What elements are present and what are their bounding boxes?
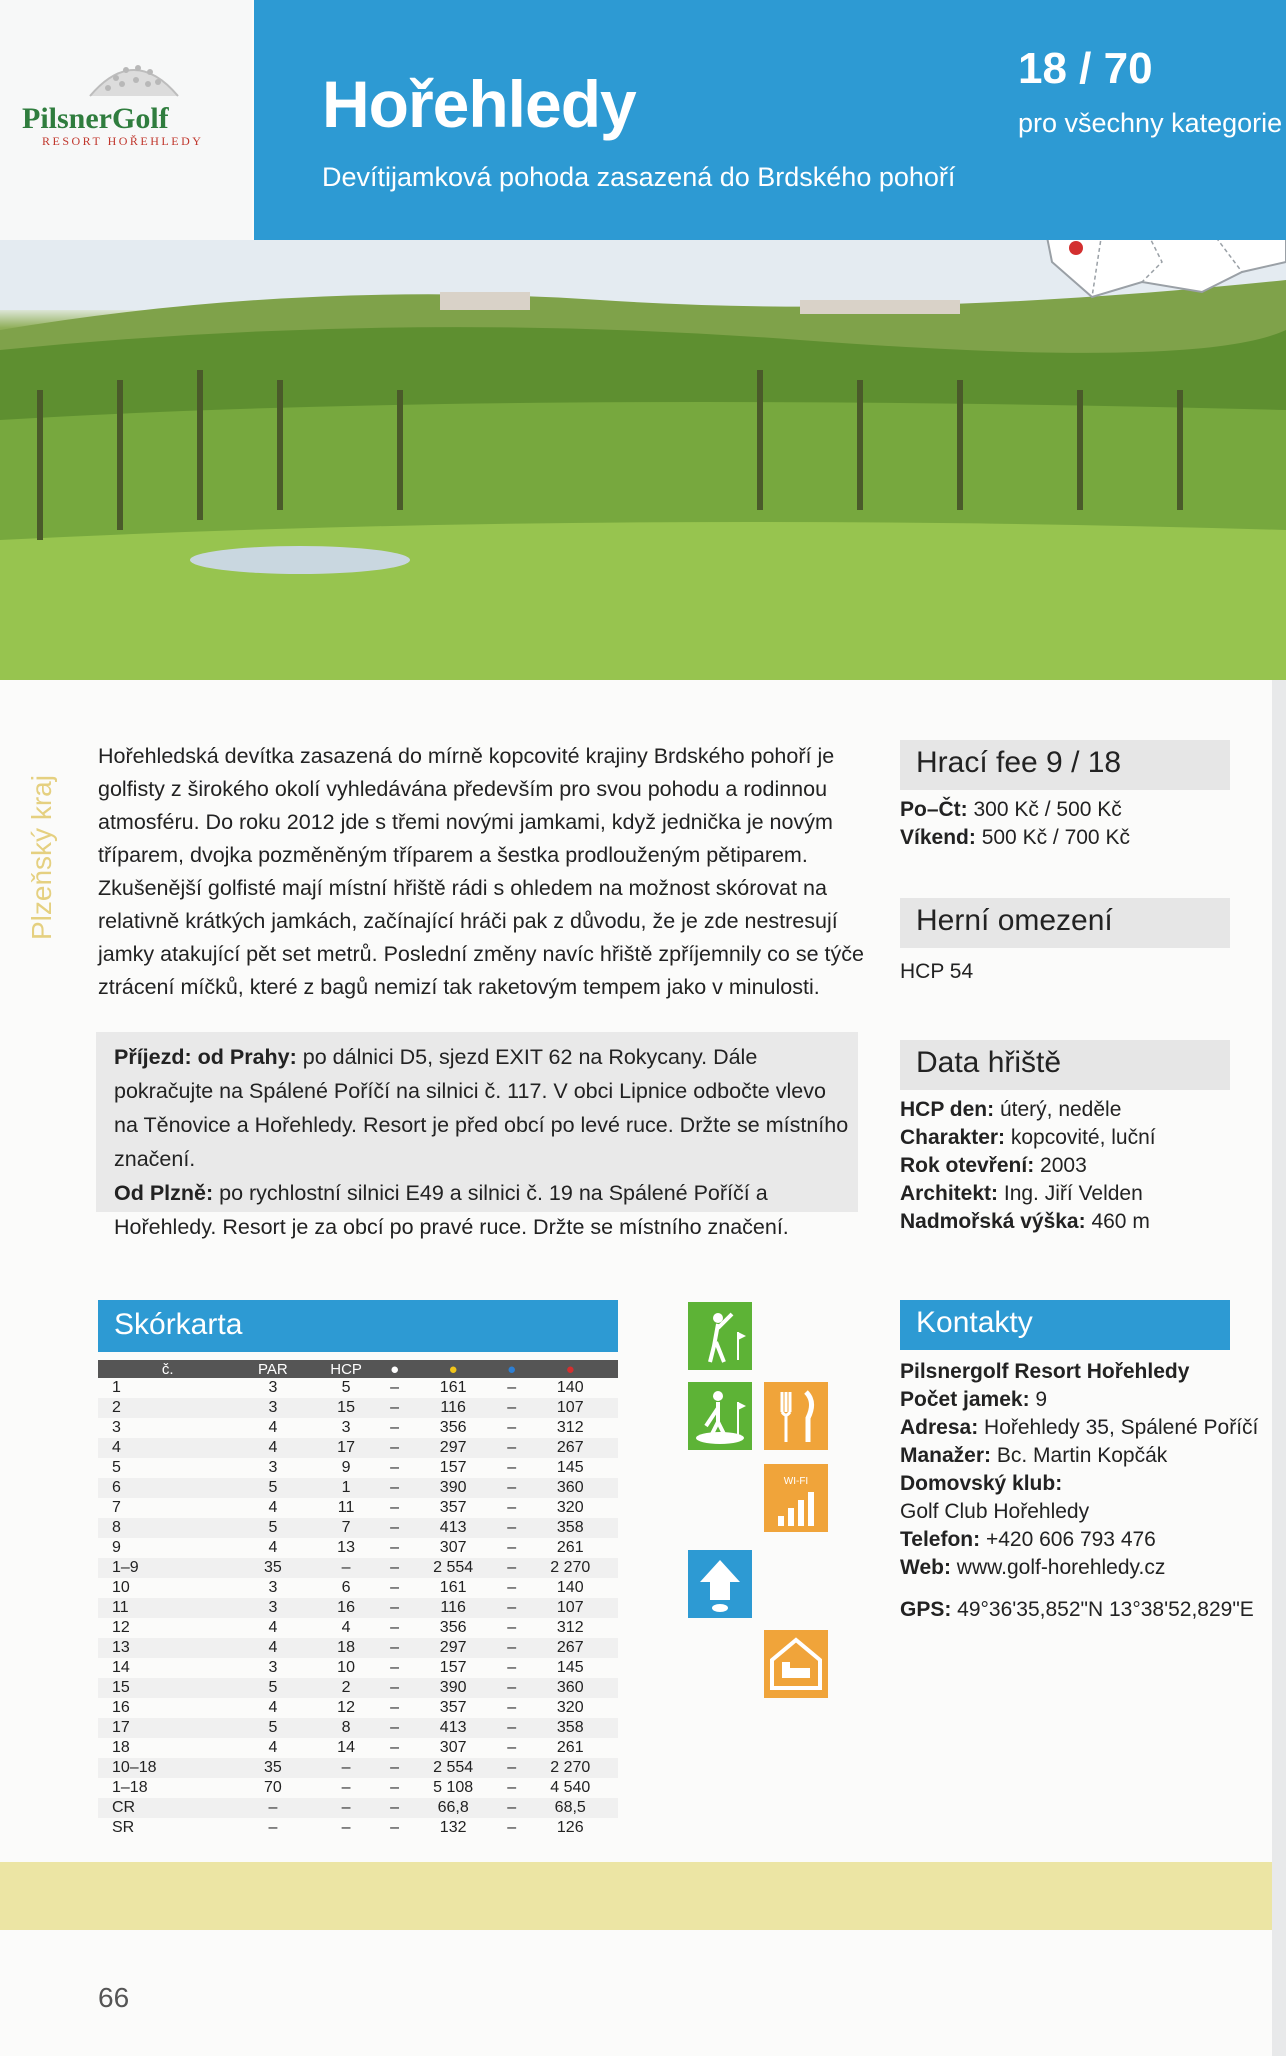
table-row	[98, 1638, 618, 1658]
table-cell: –	[501, 1518, 523, 1538]
table-cell: 2 554	[405, 1758, 500, 1778]
table-cell: 267	[522, 1438, 618, 1458]
table-cell: 4	[268, 1739, 278, 1756]
scorecard-col-header: ●	[405, 1360, 500, 1378]
table-row	[98, 1778, 618, 1798]
ranking-label: pro všechny kategorie	[1018, 108, 1283, 138]
table-cell: 5	[237, 1478, 308, 1498]
scorecard-col-header: HCP	[308, 1360, 384, 1378]
table-row	[98, 1618, 618, 1638]
wifi-label: WI-FI	[783, 1476, 809, 1487]
table-cell: –	[501, 1638, 523, 1658]
table-cell: –	[501, 1718, 523, 1738]
club-label: Domovský klub:	[900, 1472, 1063, 1495]
table-cell: 358	[522, 1718, 618, 1738]
fee-text	[900, 796, 1280, 852]
arrival-label-plzen: Od Plzně:	[114, 1181, 214, 1205]
table-cell: 261	[556, 1539, 584, 1556]
czech-map-icon	[1022, 240, 1286, 302]
table-cell: 16	[112, 1699, 130, 1716]
table-cell: 2 270	[522, 1758, 618, 1778]
scorecard-col-header: ●	[501, 1360, 523, 1378]
table-cell: –	[507, 1379, 517, 1396]
table-cell: –	[501, 1478, 523, 1498]
table-cell: 8	[308, 1718, 384, 1738]
table-cell: –	[507, 1579, 517, 1596]
table-cell: 5 108	[433, 1779, 474, 1796]
table-cell: 6	[341, 1579, 351, 1596]
table-cell: 145	[556, 1659, 584, 1676]
table-cell: –	[390, 1819, 400, 1836]
table-cell: 161	[439, 1579, 467, 1596]
table-cell: 3	[268, 1459, 278, 1476]
scorecard-body	[98, 1378, 618, 1838]
scorecard-table	[98, 1360, 618, 1838]
table-cell: –	[384, 1438, 406, 1458]
table-cell: 4 540	[550, 1779, 591, 1796]
fee-weekday-value: 300 Kč / 500 Kč	[967, 798, 1122, 821]
web-link[interactable]: www.golf-horehledy.cz	[950, 1556, 1166, 1579]
table-cell: –	[390, 1779, 400, 1796]
table-row	[98, 1558, 618, 1578]
pro-shop-icon	[688, 1550, 752, 1618]
table-cell: 7	[308, 1518, 384, 1538]
table-cell: 360	[522, 1678, 618, 1698]
scorecard-col-header: ●	[522, 1360, 618, 1378]
table-cell: 413	[405, 1518, 500, 1538]
table-cell: 6	[98, 1478, 237, 1498]
table-cell: 17	[308, 1438, 384, 1458]
bottom-band	[0, 1862, 1272, 1930]
table-cell: 12	[112, 1619, 130, 1636]
table-cell: –	[507, 1499, 517, 1516]
character-value: kopcovité, luční	[1005, 1126, 1156, 1149]
table-row	[98, 1578, 618, 1598]
logo-name: PilsnerGolf	[22, 102, 169, 135]
hcp-day-label: HCP den:	[900, 1098, 995, 1121]
table-cell: –	[384, 1478, 406, 1498]
table-cell: 12	[337, 1699, 355, 1716]
table-cell: 5	[237, 1718, 308, 1738]
restaurant-icon	[764, 1382, 828, 1450]
table-cell: 10–18	[98, 1758, 237, 1778]
table-cell: 4	[98, 1438, 237, 1458]
table-cell: 2	[98, 1398, 237, 1418]
arrival-text	[114, 1040, 854, 1244]
table-cell: –	[390, 1499, 400, 1516]
table-cell: –	[507, 1419, 517, 1436]
fee-weekend-value: 500 Kč / 700 Kč	[975, 826, 1130, 849]
table-cell: 14	[337, 1739, 355, 1756]
table-cell: 13	[98, 1638, 237, 1658]
table-cell: 3	[268, 1579, 278, 1596]
table-cell: –	[341, 1819, 351, 1836]
table-cell: –	[384, 1398, 406, 1418]
table-cell: 10	[112, 1579, 130, 1596]
table-cell: 390	[405, 1478, 500, 1498]
table-cell: –	[390, 1379, 400, 1396]
table-cell: 356	[439, 1419, 467, 1436]
table-cell: 4	[341, 1619, 351, 1636]
table-cell: 4	[268, 1539, 278, 1556]
table-cell: –	[507, 1779, 517, 1796]
year-value: 2003	[1034, 1154, 1087, 1177]
table-cell: 107	[522, 1398, 618, 1418]
table-cell: 390	[405, 1678, 500, 1698]
gps	[900, 1598, 1254, 1622]
table-cell: 1–9	[98, 1558, 237, 1578]
table-cell: 5	[112, 1459, 121, 1476]
table-cell: 157	[439, 1459, 467, 1476]
scorecard-col-header: č.	[98, 1360, 237, 1378]
table-cell: 4	[268, 1419, 278, 1436]
logo-panel	[0, 0, 252, 240]
table-cell: –	[507, 1619, 517, 1636]
table-row	[98, 1798, 618, 1818]
manager-label: Manažer:	[900, 1444, 992, 1467]
table-cell: 16	[308, 1598, 384, 1618]
scorecard-header-row	[98, 1360, 618, 1378]
restriction-heading: Herní omezení	[916, 904, 1113, 937]
table-cell: –	[384, 1758, 406, 1778]
table-row	[98, 1438, 618, 1458]
table-cell: –	[384, 1718, 406, 1738]
table-cell: –	[390, 1739, 400, 1756]
table-cell: 3	[237, 1398, 308, 1418]
scorecard-col-header: ●	[384, 1360, 406, 1378]
table-row	[98, 1498, 618, 1518]
table-cell: 14	[112, 1659, 130, 1676]
contacts-text	[900, 1358, 1280, 1582]
table-row	[98, 1818, 618, 1838]
fee-heading: Hrací fee 9 / 18	[916, 746, 1122, 779]
table-cell: –	[390, 1619, 400, 1636]
table-row	[98, 1678, 618, 1698]
table-row	[98, 1658, 618, 1678]
table-cell: 132	[439, 1819, 467, 1836]
table-cell: –	[501, 1598, 523, 1618]
scorecard-heading: Skórkarta	[114, 1308, 243, 1341]
table-cell: 9	[341, 1459, 351, 1476]
table-cell: 357	[439, 1699, 467, 1716]
table-cell: –	[501, 1558, 523, 1578]
table-cell: –	[390, 1659, 400, 1676]
gps-value: 49°36'35,852"N 13°38'52,829"E	[951, 1598, 1254, 1621]
table-cell: 358	[522, 1518, 618, 1538]
table-cell: 4	[268, 1499, 278, 1516]
table-cell: 70	[263, 1779, 282, 1796]
table-cell: 126	[556, 1819, 584, 1836]
table-cell: 2	[308, 1678, 384, 1698]
manager-value: Bc. Martin Kopčák	[991, 1444, 1168, 1467]
altitude-value: 460 m	[1085, 1210, 1150, 1233]
phone-label: Telefon:	[900, 1528, 981, 1551]
table-row	[98, 1378, 618, 1398]
logo-subtitle: RESORT HOŘEHLEDY	[42, 134, 204, 148]
table-cell: –	[384, 1558, 406, 1578]
table-cell: –	[390, 1419, 400, 1436]
ranking: 18 / 70	[1018, 44, 1153, 93]
table-cell: 5	[341, 1379, 351, 1396]
arrival-prague: po dálnici D5, sjezd EXIT 62 na Rokycany. Dále pokračujte na Spálené Poříčí na silnici č. 117. V obci Lipnice odbočte vlevo na Těnovice a Hořehledy. Resort je před obcí po levé ruce. Držte se místního značení.	[114, 1045, 849, 1171]
table-cell: 1–18	[112, 1779, 148, 1796]
table-cell: SR	[112, 1819, 135, 1836]
table-cell: 9	[112, 1539, 121, 1556]
table-cell: 145	[556, 1459, 584, 1476]
phone-value: +420 606 793 476	[980, 1528, 1156, 1551]
address-value: Hořehledy 35, Spálené Poříčí	[978, 1416, 1259, 1439]
golfer-icon	[688, 1302, 752, 1370]
table-cell: 7	[112, 1499, 121, 1516]
table-cell: 357	[439, 1499, 467, 1516]
character-label: Charakter:	[900, 1126, 1006, 1149]
table-cell: 413	[405, 1718, 500, 1738]
arrival-label-prague: Příjezd: od Prahy:	[114, 1045, 297, 1069]
table-cell: 107	[522, 1598, 618, 1618]
architect-value: Ing. Jiří Velden	[998, 1182, 1143, 1205]
gps-label: GPS:	[900, 1598, 952, 1621]
table-cell: –	[507, 1699, 517, 1716]
table-cell: 2 270	[522, 1558, 618, 1578]
table-cell: –	[507, 1739, 517, 1756]
table-cell: –	[390, 1699, 400, 1716]
table-cell: 5	[237, 1678, 308, 1698]
table-cell: –	[507, 1659, 517, 1676]
page-edge	[1272, 680, 1286, 2056]
table-cell: 18	[308, 1638, 384, 1658]
table-row	[98, 1518, 618, 1538]
web-label: Web:	[900, 1556, 951, 1579]
fee-weekday-label: Po–Čt:	[900, 798, 968, 821]
table-cell: 157	[439, 1659, 467, 1676]
table-row	[98, 1478, 618, 1498]
holes-label: Počet jamek:	[900, 1388, 1030, 1411]
table-cell: 4	[268, 1619, 278, 1636]
table-cell: –	[501, 1438, 523, 1458]
course-data	[900, 1096, 1280, 1236]
table-cell: 13	[337, 1539, 355, 1556]
table-cell: 261	[556, 1739, 584, 1756]
table-cell: 15	[308, 1398, 384, 1418]
contacts-heading: Kontakty	[916, 1306, 1033, 1339]
table-cell: –	[384, 1638, 406, 1658]
table-cell: 3	[112, 1419, 121, 1436]
table-cell: 307	[439, 1539, 467, 1556]
table-cell: –	[384, 1518, 406, 1538]
table-cell: –	[384, 1798, 406, 1818]
table-cell: 10	[337, 1659, 355, 1676]
course-heading: Data hřiště	[916, 1046, 1062, 1079]
table-cell: 320	[556, 1699, 584, 1716]
wifi-icon	[764, 1464, 828, 1532]
table-cell: –	[507, 1539, 517, 1556]
accommodation-icon	[764, 1630, 828, 1698]
table-cell: 66,8	[405, 1798, 500, 1818]
table-cell: 3	[341, 1419, 351, 1436]
table-cell: –	[501, 1758, 523, 1778]
table-cell: –	[390, 1579, 400, 1596]
resort-name: Pilsnergolf Resort Hořehledy	[900, 1360, 1190, 1383]
table-row	[98, 1758, 618, 1778]
putting-green-icon	[688, 1382, 752, 1450]
table-cell: –	[341, 1779, 351, 1796]
table-row	[98, 1718, 618, 1738]
table-cell: 140	[556, 1579, 584, 1596]
year-label: Rok otevření:	[900, 1154, 1035, 1177]
holes-value: 9	[1029, 1388, 1048, 1411]
table-cell: 1	[308, 1478, 384, 1498]
page-subtitle: Devítijamková pohoda zasazená do Brdského pohoří	[322, 162, 956, 192]
table-cell: 4	[237, 1438, 308, 1458]
table-cell: –	[501, 1398, 523, 1418]
table-cell: –	[384, 1598, 406, 1618]
table-row	[98, 1458, 618, 1478]
intro-text: Hořehledská devítka zasazená do mírně kopcovité krajiny Brdského pohoří je golfisty z širokého okolí vyhledávána především pro svou pohodu a rodinnou atmosféru. Do roku 2012 jde s třemi novými jamkami, když jednička je novým tříparem, dvojka pozměněným tříparem a šestka prodlouženým pětiparem. Zkušenější golfisté mají místní hřiště rádi s ohledem na možnost skórovat na relativně krátkých jamkách, začínající hráči pak z důvodu, že je zde nestresují jamky atakující pět set metrů. Poslední změny navíc hřiště zpříjemnily co se týče ztrácení míčků, které z bagů nemizí tak raketovým tempem jako v minulosti.	[98, 744, 864, 999]
table-cell: –	[308, 1758, 384, 1778]
table-cell: 307	[439, 1739, 467, 1756]
golf-ball-logo-icon	[86, 54, 182, 98]
table-cell: –	[501, 1798, 523, 1818]
table-cell: –	[507, 1459, 517, 1476]
table-cell: 4	[237, 1638, 308, 1658]
table-cell: –	[390, 1459, 400, 1476]
table-cell: 35	[237, 1758, 308, 1778]
table-cell: 17	[98, 1718, 237, 1738]
table-cell: 3	[237, 1598, 308, 1618]
table-cell: –	[384, 1678, 406, 1698]
table-cell: 3	[268, 1379, 278, 1396]
table-cell: 11	[337, 1499, 355, 1516]
table-cell: –	[308, 1558, 384, 1578]
table-cell: 297	[405, 1638, 500, 1658]
table-cell: 68,5	[522, 1798, 618, 1818]
table-cell: 116	[405, 1398, 500, 1418]
table-cell: 35	[237, 1558, 308, 1578]
table-cell: 360	[522, 1478, 618, 1498]
table-row	[98, 1738, 618, 1758]
page-title: Hořehledy	[322, 67, 636, 141]
table-cell: 312	[556, 1619, 584, 1636]
architect-label: Architekt:	[900, 1182, 999, 1205]
table-cell: 161	[439, 1379, 467, 1396]
table-cell: –	[390, 1539, 400, 1556]
table-row	[98, 1538, 618, 1558]
page-number: 66	[98, 1982, 130, 2013]
address-label: Adresa:	[900, 1416, 979, 1439]
table-cell: –	[507, 1819, 517, 1836]
table-row	[98, 1698, 618, 1718]
table-cell: 320	[556, 1499, 584, 1516]
table-cell: 2 554	[405, 1558, 500, 1578]
table-cell: CR	[98, 1798, 237, 1818]
table-row	[98, 1398, 618, 1418]
table-cell: 312	[556, 1419, 584, 1436]
fee-weekend-label: Víkend:	[900, 826, 976, 849]
table-cell: –	[501, 1678, 523, 1698]
table-cell: 116	[405, 1598, 500, 1618]
hcp-day-value: úterý, neděle	[994, 1098, 1122, 1121]
table-cell: 3	[268, 1659, 278, 1676]
table-row	[98, 1418, 618, 1438]
table-cell: 356	[439, 1619, 467, 1636]
table-row	[98, 1598, 618, 1618]
region-label: Plzeňský kraj	[26, 775, 57, 940]
table-cell: –	[308, 1798, 384, 1818]
landscape-image	[0, 240, 1286, 680]
table-cell: 11	[98, 1598, 237, 1618]
table-cell: 8	[98, 1518, 237, 1538]
table-cell: 140	[556, 1379, 584, 1396]
table-cell: 15	[98, 1678, 237, 1698]
club-value: Golf Club Hořehledy	[900, 1500, 1090, 1523]
scorecard-col-header: PAR	[237, 1360, 308, 1378]
table-cell: –	[268, 1819, 278, 1836]
table-cell: 4	[268, 1699, 278, 1716]
altitude-label: Nadmořská výška:	[900, 1210, 1086, 1233]
restriction-text: HCP 54	[900, 960, 974, 983]
table-cell: –	[237, 1798, 308, 1818]
arrival-plzen: po rychlostní silnici E49 a silnici č. 19 na Spálené Poříčí a Hořehledy. Resort je za obcí po pravé ruce. Držte se místního značení.	[114, 1181, 789, 1239]
course-photo	[0, 240, 1286, 680]
table-cell: 5	[237, 1518, 308, 1538]
table-cell: 1	[112, 1379, 121, 1396]
table-cell: 297	[405, 1438, 500, 1458]
table-cell: 18	[112, 1739, 130, 1756]
table-cell: 267	[522, 1638, 618, 1658]
